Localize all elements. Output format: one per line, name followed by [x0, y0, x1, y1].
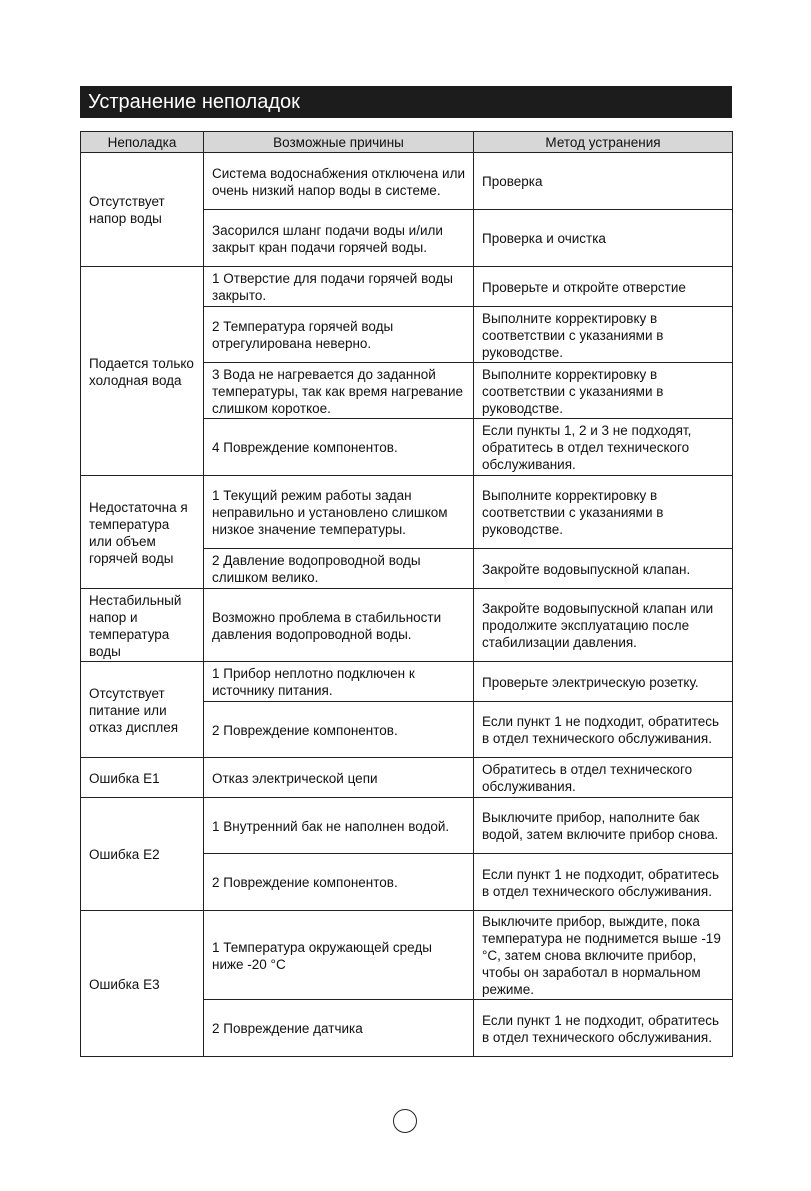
solution-cell: Проверка и очистка [474, 210, 733, 267]
table-row [81, 476, 733, 549]
problem-cell: Отсутствует питание или отказ дисплея [81, 662, 204, 758]
solution-cell: Выключите прибор, наполните бак водой, затем включите прибор снова. [474, 798, 733, 854]
cause-cell: 1 Отверстие для подачи горячей воды закрыто. [204, 267, 474, 307]
solution-cell: Если пункт 1 не подходит, обратитесь в отдел технического обслуживания. [474, 1000, 733, 1057]
column-header-causes: Возможные причины [204, 132, 474, 153]
solution-cell: Закройте водовыпускной клапан. [474, 549, 733, 589]
page-number-circle [393, 1109, 417, 1133]
problem-cell: Недостаточна я температура или объем горячей воды [81, 476, 204, 589]
problem-cell: Ошибка Е3 [81, 911, 204, 1057]
solution-cell: Выполните корректировку в соответствии с указаниями в руководстве. [474, 307, 733, 363]
cause-cell: Отказ электрической цепи [204, 758, 474, 798]
problem-cell: Ошибка Е2 [81, 798, 204, 911]
cause-cell: 2 Повреждение компонентов. [204, 854, 474, 911]
cause-cell: Система водоснабжения отключена или очень низкий напор воды в системе. [204, 153, 474, 210]
solution-cell: Если пункт 1 не подходит, обратитесь в отдел технического обслуживания. [474, 854, 733, 911]
solution-cell: Закройте водовыпускной клапан или продолжите эксплуатацию после стабилизации давления. [474, 589, 733, 662]
problem-cell: Ошибка Е1 [81, 758, 204, 798]
solution-cell: Если пункт 1 не подходит, обратитесь в отдел технического обслуживания. [474, 702, 733, 758]
cause-cell: 4 Повреждение компонентов. [204, 419, 474, 476]
cause-cell: Возможно проблема в стабильности давления водопроводной воды. [204, 589, 474, 662]
solution-cell: Если пункты 1, 2 и 3 не подходят, обратитесь в отдел технического обслуживания. [474, 419, 733, 476]
cause-cell: 2 Давление водопроводной воды слишком велико. [204, 549, 474, 589]
cause-cell: 3 Вода не нагревается до заданной температуры, так как время нагревание слишком короткое. [204, 363, 474, 419]
solution-cell: Выключите прибор, выждите, пока температура не поднимется выше -19 °С, затем снова включите прибор, чтобы он заработал в нормальном режиме. [474, 911, 733, 1000]
table-row [81, 153, 733, 210]
cause-cell: 1 Внутренний бак не наполнен водой. [204, 798, 474, 854]
problem-cell: Подается только холодная вода [81, 267, 204, 476]
table-row [81, 911, 733, 1000]
solution-cell: Проверка [474, 153, 733, 210]
cause-cell: 2 Повреждение датчика [204, 1000, 474, 1057]
cause-cell: Засорился шланг подачи воды и/или закрыт кран подачи горячей воды. [204, 210, 474, 267]
problem-cell: Отсутствует напор воды [81, 153, 204, 267]
cause-cell: 1 Текущий режим работы задан неправильно и установлено слишком низкое значение температуры. [204, 476, 474, 549]
page-title: Устранение неполадок [80, 86, 732, 118]
column-header-solution: Метод устранения [474, 132, 733, 153]
solution-cell: Выполните корректировку в соответствии с указаниями в руководстве. [474, 363, 733, 419]
solution-cell: Обратитесь в отдел технического обслуживания. [474, 758, 733, 798]
troubleshooting-table [80, 131, 733, 1057]
table-row [81, 798, 733, 854]
table-row [81, 758, 733, 798]
cause-cell: 1 Прибор неплотно подключен к источнику питания. [204, 662, 474, 702]
solution-cell: Проверьте и откройте отверстие [474, 267, 733, 307]
cause-cell: 1 Температура окружающей среды ниже -20 °С [204, 911, 474, 1000]
problem-cell: Нестабильный напор и температура воды [81, 589, 204, 662]
column-header-problem: Неполадка [81, 132, 204, 153]
table-row [81, 589, 733, 662]
table-header-row [81, 132, 733, 153]
table-row [81, 662, 733, 702]
solution-cell: Проверьте электрическую розетку. [474, 662, 733, 702]
solution-cell: Выполните корректировку в соответствии с указаниями в руководстве. [474, 476, 733, 549]
cause-cell: 2 Температура горячей воды отрегулирована неверно. [204, 307, 474, 363]
table-row [81, 267, 733, 307]
cause-cell: 2 Повреждение компонентов. [204, 702, 474, 758]
